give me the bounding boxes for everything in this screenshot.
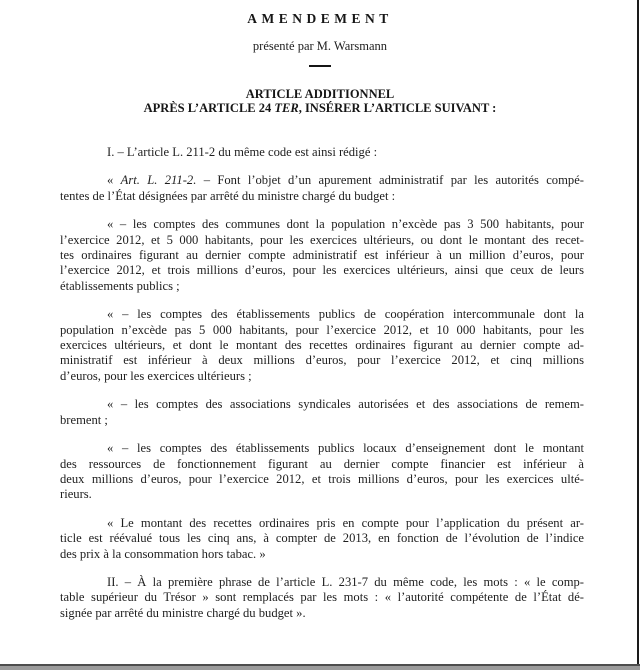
quote-open: « [107,173,121,188]
heading-line-2-italic: TER [274,100,299,115]
document-title: AMENDEMENT [247,11,393,26]
text-line: ministratif est inférieur à deux millions d’euros, pour l’exercice 2012, et cinq millions [60,353,584,368]
paragraph-art-L-211-2 [60,173,584,204]
heading-line-2 [0,102,640,116]
paragraph-associations [60,397,584,428]
text-line: « Le montant des recettes ordinaires pris en compte pour l’application du présent ar- [107,515,584,530]
text-line: exercices ultérieurs, et dont le montant des recettes ordinaires figurant au dernier compte ad- [60,338,584,353]
text-line: « – les comptes des associations syndicales autorisées et des associations de remem- [107,397,584,412]
text-line: l’exercice 2012, et trois millions d’euros, pour les exercices ultérieurs, ainsi que ceux de leurs [60,263,584,278]
text-line: rieurs. [60,487,92,502]
text-line: signée par arrêté du ministre chargé du budget ». [60,605,306,620]
paragraph-I [60,145,584,160]
text-line [60,173,584,188]
page-edge-bottom-light-line [0,666,640,670]
heading-line-2-post: , INSÉRER L’ARTICLE SUIVANT : [298,100,497,115]
text-line: table supérieur du Trésor » sont remplacés par les mots : « l’autorité compétente de l’État dé- [60,590,584,605]
text-line: population n’excède pas 5 000 habitants, pour l’exercice 2012, et 10 000 habitants, pour les [60,322,584,337]
document-body [60,145,584,621]
text-line: des prix à la consommation hors tabac. » [60,546,266,561]
text-line: des ressources de fonctionnement figurant au dernier compte financier est inférieur à [60,456,584,471]
separator-line [309,65,331,67]
article-ref-italic: Art. L. 211-2. [120,173,197,188]
text-line: tentes de l’État désignées par arrêté du ministre chargé du budget : [60,188,396,203]
paragraph-communes [60,217,584,294]
paragraph-montant-recettes [60,516,584,562]
text-line: ticle est réévalué tous les cinq ans, à compter de 2013, en fonction de l’évolution de l’indice [60,531,584,546]
text-line: « – les comptes des établissements publics locaux d’enseignement dont le montant [107,441,584,456]
text-line: l’exercice 2012, et 5 000 habitants, pour les exercices ultérieurs, ou dont le montant des recet- [60,232,584,247]
paragraph-enseignement [60,441,584,503]
page-edge-right [637,0,639,670]
text-line: I. – L’article L. 211-2 du même code est ainsi rédigé : [107,145,378,159]
paragraph-epci [60,307,584,384]
page-edge-bottom [0,664,640,670]
heading-line-2-pre: APRÈS L’ARTICLE 24 [143,100,275,115]
text-line: établissements publics ; [60,278,180,293]
text-line: « – les comptes des établissements publics de coopération intercommunale dont la [107,307,584,322]
text-segment: – Font l’objet d’un apurement administratif par les autorités compé- [196,173,584,188]
presenter-line: présenté par M. Warsmann [252,39,388,53]
text-line: d’euros, pour les exercices ultérieurs ; [60,368,252,383]
paragraph-II [60,575,584,621]
text-line: brement ; [60,412,108,427]
text-line: deux millions d’euros, pour l’exercice 2012, et trois millions d’euros, pour les exercices ulté- [60,471,584,486]
text-line: tes ordinaires figurant au dernier compte administratif est inférieur à un million d’euros, pour [60,248,584,263]
article-heading [0,88,640,115]
heading-line-1: ARTICLE ADDITIONNEL [245,87,395,101]
text-line: « – les comptes des communes dont la population n’excède pas 3 500 habitants, pour [107,217,584,232]
text-line: II. – À la première phrase de l’article L. 231-7 du même code, les mots : « le comp- [107,574,584,589]
